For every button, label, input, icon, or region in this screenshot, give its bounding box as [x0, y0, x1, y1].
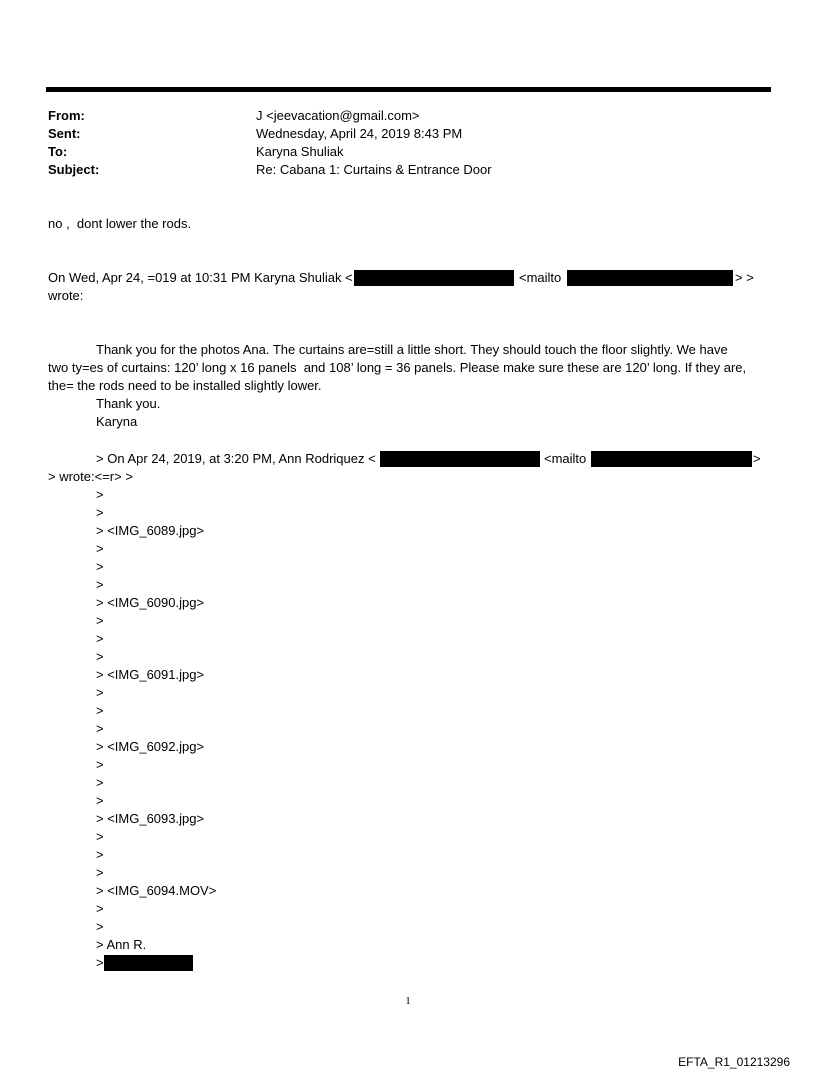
quote-marker: > — [96, 505, 104, 520]
quote2-wrote: > wrote:<=r> > — [48, 469, 133, 484]
quote-marker: > — [96, 757, 104, 772]
attachment-line: > <IMG_6090.jpg> — [96, 595, 205, 610]
redaction-box — [380, 451, 540, 467]
quote-marker: > — [96, 577, 104, 592]
quote2-intro: > On Apr 24, 2019, at 3:20 PM, Ann Rodriquez < — [96, 451, 376, 466]
quote-marker: > — [96, 631, 104, 646]
quote-marker: > — [96, 613, 104, 628]
from-value: J <jeevacation@gmail.com> — [256, 108, 420, 123]
quote1-intro: On Wed, Apr 24, =019 at 10:31 PM Karyna Shuliak < — [48, 270, 353, 285]
attachment-line: > <IMG_6094.MOV> — [96, 883, 217, 898]
attachment-line: > <IMG_6091.jpg> — [96, 667, 205, 682]
quote-marker: > — [96, 793, 104, 808]
attachment-line: > <IMG_6093.jpg> — [96, 811, 205, 826]
quote-marker: > — [96, 865, 104, 880]
quote-marker: > — [96, 487, 104, 502]
quote-marker: > — [96, 955, 104, 970]
attachment-line: > <IMG_6089.jpg> — [96, 523, 205, 538]
reply-text: no , dont lower the rods. — [48, 216, 192, 231]
sent-value: Wednesday, April 24, 2019 8:43 PM — [256, 126, 463, 141]
from-label: From: — [48, 108, 85, 123]
document-id: EFTA_R1_01213296 — [678, 1055, 790, 1069]
redaction-box — [104, 955, 193, 971]
quote1-mailto: <mailto — [519, 270, 562, 285]
quote-marker: > — [96, 703, 104, 718]
redaction-box — [354, 270, 514, 286]
quote2-mailto: <mailto — [544, 451, 587, 466]
message-line-1: Thank you for the photos Ana. The curtains are=still a little short. They should touch the floor slightly. We have — [96, 342, 728, 357]
quote1-wrote: wrote: — [48, 288, 84, 303]
quote-marker: > — [96, 721, 104, 736]
quote1-close: > > — [735, 270, 754, 285]
attachment-line: > <IMG_6092.jpg> — [96, 739, 205, 754]
quote2-close: > — [753, 451, 761, 466]
quote-marker: > — [96, 685, 104, 700]
sent-label: Sent: — [48, 126, 81, 141]
quote-marker: > — [96, 901, 104, 916]
quoted-signature: > Ann R. — [96, 937, 147, 952]
quote-marker: > — [96, 919, 104, 934]
subject-value: Re: Cabana 1: Curtains & Entrance Door — [256, 162, 492, 177]
page-number: 1 — [405, 995, 411, 1007]
to-value: Karyna Shuliak — [256, 144, 344, 159]
quote-marker: > — [96, 649, 104, 664]
redaction-box — [567, 270, 733, 286]
quote-marker: > — [96, 541, 104, 556]
quote-marker: > — [96, 559, 104, 574]
quote-marker: > — [96, 775, 104, 790]
to-label: To: — [48, 144, 68, 159]
redaction-box — [591, 451, 752, 467]
quote-marker: > — [96, 847, 104, 862]
subject-label: Subject: — [48, 162, 100, 177]
quote-marker: > — [96, 829, 104, 844]
signature-line: Karyna — [96, 414, 138, 429]
header-rule — [46, 87, 771, 92]
message-line-2: two ty=es of curtains: 120’ long x 16 panels and 108’ long = 36 panels. Please make sure these are 120’ long. If they are, — [48, 360, 747, 375]
message-line-3: the= the rods need to be installed slightly lower. — [48, 378, 322, 393]
thanks-line: Thank you. — [96, 396, 161, 411]
